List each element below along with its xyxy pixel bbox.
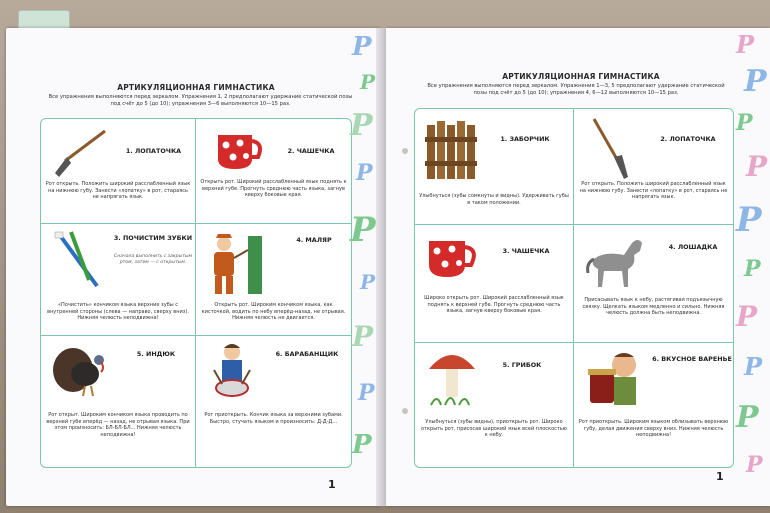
exercise-title: 3. ПОЧИСТИМ ЗУБКИ xyxy=(113,234,193,242)
painter-icon xyxy=(204,230,274,298)
decor-letter: Р xyxy=(744,64,767,99)
mushroom-icon xyxy=(427,347,477,409)
page-number: 1 xyxy=(328,478,336,491)
page-title: АРТИКУЛЯЦИОННАЯ ГИМНАСТИКА xyxy=(502,72,660,81)
left-page xyxy=(6,28,381,506)
drummer-icon xyxy=(204,340,260,406)
exercise-title: 2. ЛОПАТОЧКА xyxy=(660,135,716,143)
exercise-title: 1. ЗАБОРЧИК xyxy=(500,135,550,143)
cup-icon xyxy=(214,129,270,173)
exercise-card xyxy=(41,336,196,467)
decor-letter: Р xyxy=(736,300,758,333)
exercise-card xyxy=(196,119,351,224)
toothbrush-icon xyxy=(49,230,107,292)
exercise-description: Открыть рот. Широкий расслабленный язык поднять к верхней губе. Прогнуть среднюю часть языка, загнув кверху боковые края. xyxy=(200,179,347,199)
exercise-title: 1. ЛОПАТОЧКА xyxy=(125,147,182,155)
exercise-card xyxy=(415,343,574,467)
decor-letter: Р xyxy=(736,30,755,59)
exercise-card xyxy=(41,119,196,224)
right-page xyxy=(386,28,770,506)
exercise-description: «Почистить» кончиком языка верхние зубы с внутренней стороны (слева — направо, сверху вниз). Нижняя челюсть неподвижна! xyxy=(47,302,189,322)
decor-letter: Р xyxy=(746,150,768,183)
exercise-title: 6. ВКУСНОЕ ВАРЕНЬЕ xyxy=(652,355,732,363)
exercise-card xyxy=(574,109,733,225)
shovel-icon xyxy=(588,115,632,183)
exercise-title: 2. ЧАШЕЧКА xyxy=(287,147,335,155)
exercise-description: Широко открыть рот. Широкий расслабленный язык поднять к верхней губе. Прогнуть среднюю часть языка, загнув кверху боковые края. xyxy=(424,295,564,315)
exercise-grid-left xyxy=(40,118,352,468)
decor-letter: Р xyxy=(350,108,373,143)
exercise-description: Рот открыт. Широким кончиком языка проводить по верхней губе вперёд — назад, не отрывая языка. При этом произносить: БЛ-БЛ-БЛ... Нижняя челюсть неподвижна! xyxy=(46,412,190,438)
horse-icon xyxy=(584,233,654,291)
fence-icon xyxy=(425,115,477,181)
binding-hole xyxy=(402,148,408,154)
exercise-card xyxy=(574,225,733,343)
page-title: АРТИКУЛЯЦИОННАЯ ГИМНАСТИКА xyxy=(117,83,275,92)
exercise-title: 4. МАЛЯР xyxy=(296,236,332,244)
decor-letter: Р xyxy=(744,256,761,282)
decor-letter: Р xyxy=(358,380,375,406)
decor-letter: Р xyxy=(352,32,372,62)
exercise-card xyxy=(574,343,733,467)
exercise-title: 3. ЧАШЕЧКА xyxy=(502,247,550,255)
decor-letter: Р xyxy=(352,430,372,460)
decor-letter: Р xyxy=(736,110,753,136)
decor-letter: Р xyxy=(736,200,762,240)
decor-letter: Р xyxy=(736,400,759,435)
exercise-description: Рот открыть. Положить широкий расслабленный язык на нижнюю губу. Занести «лопатку» в рот, стараясь не напрягать язык. xyxy=(579,181,728,201)
exercise-title: 6. БАРАБАНЩИК xyxy=(275,350,339,358)
exercise-title: 5. ИНДЮК xyxy=(136,350,176,358)
exercise-grid-right xyxy=(414,108,734,468)
exercise-description: Рот приоткрыть. Кончик языка за верхними зубами. Быстро, стучать языком и произносить: Д-Д-Д... xyxy=(204,412,343,425)
jam-jar-icon xyxy=(584,349,644,407)
turkey-icon xyxy=(51,342,113,398)
exercise-description: Улыбнуться (зубы видны), приоткрыть рот. Широко открыть рот, присосав широкий язык всей плоскостью к небу. xyxy=(421,419,567,439)
exercise-description: Рот приоткрыть. Широким языком облизывать верхнюю губу, делая движения сверху вниз. Нижняя челюсть неподвижна! xyxy=(578,419,729,439)
exercise-card xyxy=(41,224,196,336)
decor-letter: Р xyxy=(360,270,376,294)
decor-letter: Р xyxy=(356,160,373,186)
exercise-card xyxy=(415,225,574,343)
decor-letter: Р xyxy=(352,320,374,353)
decor-letter: Р xyxy=(360,70,376,94)
shovel-icon xyxy=(49,127,109,179)
binding-hole xyxy=(402,408,408,414)
exercise-note: Сначала выполнить с закрытым ртом, затем — с открытым. xyxy=(113,254,192,265)
exercise-card xyxy=(196,224,351,336)
exercise-card xyxy=(415,109,574,225)
cup-icon xyxy=(425,235,485,281)
exercise-description: Рот открыть. Положить широкий расслабленный язык на нижнюю губу. Занести «лопатку» в рот, стараясь не напрягать язык. xyxy=(45,181,191,201)
exercise-description: Присасывать язык к небу, растягивая подъязычную связку. Щелкать языком медленно и сильно. Нижняя челюсть должна быть неподвижна. xyxy=(582,297,725,317)
exercise-description: Открыть рот. Широким кончиком языка, как кисточкой, водить по небу вперёд-назад, не отрывая. Нижняя челюсть не двигается. xyxy=(201,302,346,322)
page-number: 1 xyxy=(716,470,724,483)
intro-text: Все упражнения выполняются перед зеркалом. Упражнения 1, 2 предполагают удержание статической позы под счёт до 5 (до 10); упражнения 3—6 выполняются 10—15 раз. xyxy=(48,94,353,107)
exercise-title: 4. ЛОШАДКА xyxy=(668,243,718,251)
exercise-title: 5. ГРИБОК xyxy=(502,361,542,369)
decor-letter: Р xyxy=(746,452,763,478)
decor-letter: Р xyxy=(350,210,376,250)
exercise-card xyxy=(196,336,351,467)
exercise-description: Улыбнуться (зубы сомкнуты и видны). Удерживать губы в таком положении. xyxy=(419,193,569,206)
intro-text: Все упражнения выполняются перед зеркалом. Упражнения 1—3, 5 предполагают удержание статической позы под счёт до 5 (до 10); упражнения 4, 6—12 выполняются 10—15 раз. xyxy=(427,83,725,96)
decor-letter: Р xyxy=(744,352,763,381)
